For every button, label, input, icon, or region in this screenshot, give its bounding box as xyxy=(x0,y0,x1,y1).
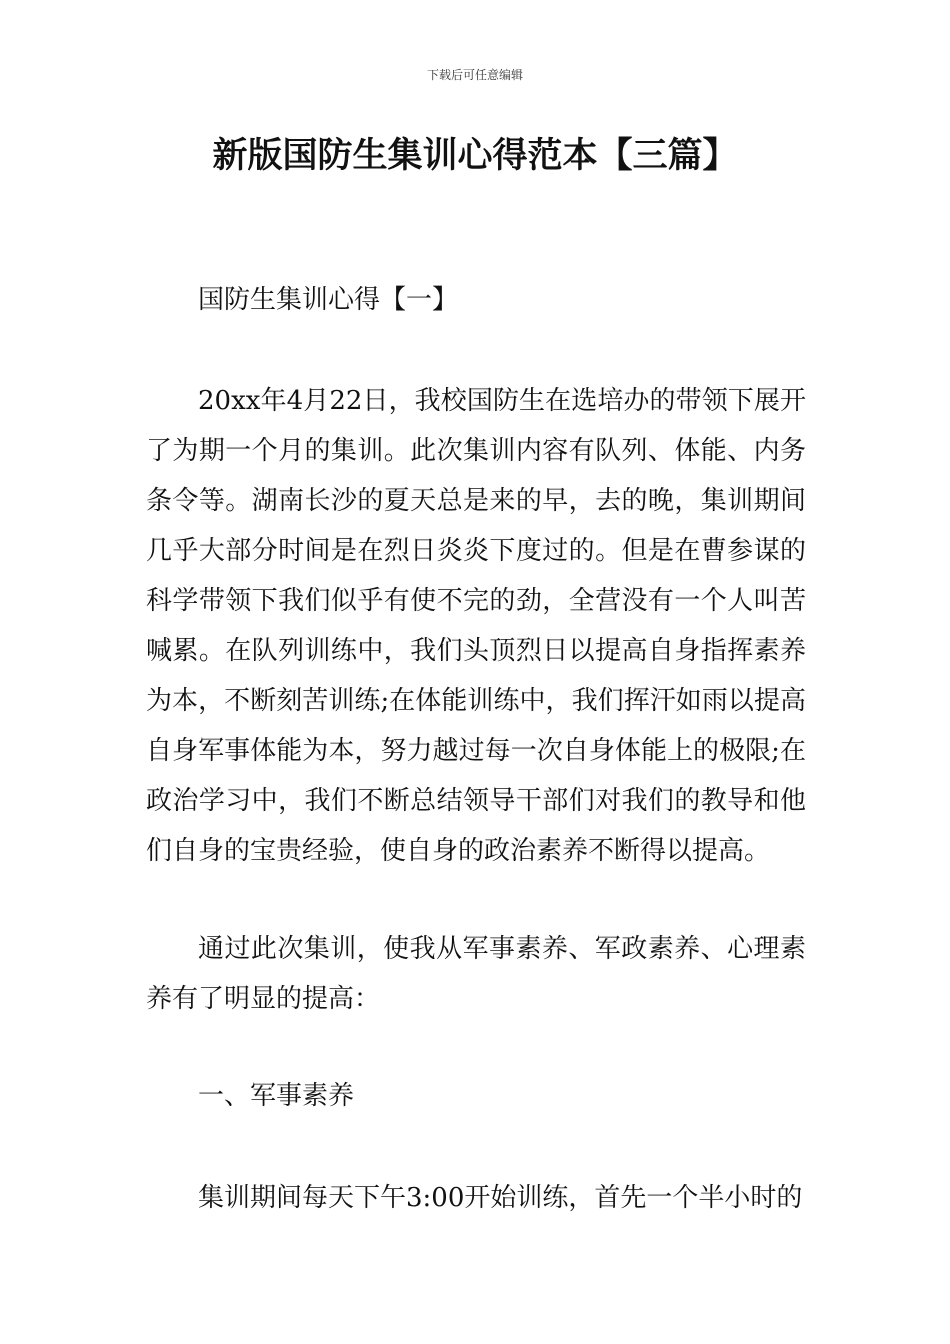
section-heading: 国防生集训心得【一】 xyxy=(198,285,459,315)
subheading-military: 一、军事素养 xyxy=(198,1081,355,1111)
paragraph-3: 集训期间每天下午3:00开始训练，首先一个半小时的 xyxy=(198,1183,803,1213)
paragraph-2: 通过此次集训，使我从军事素养、军政素养、心理素养有了明显的提高： xyxy=(146,934,806,1014)
header-note: 下载后可任意编辑 xyxy=(426,68,523,82)
paragraph-1: 20xx年4月22日，我校国防生在选培办的带领下展开了为期一个月的集训。此次集训内容有队列、体能、内务条令等。湖南长沙的夏天总是来的早，去的晚，集训期间几乎大部分时间是在烈日炎炎下度过的。但是在曹参谋的科学带领下我们似乎有使不完的劲，全营没有一个人叫苦喊累。在队列训练中，我们头顶烈日以提高自身指挥素养为本，不断刻苦训练;在体能训练中，我们挥汗如雨以提高自身军事体能为本，努力越过每一次自身体能上的极限;在政治学习中，我们不断总结领导干部们对我们的教导和他们自身的宝贵经验，使自身的政治素养不断得以提高。 xyxy=(146,386,806,866)
document-title: 新版国防生集训心得范本【三篇】 xyxy=(212,136,738,176)
